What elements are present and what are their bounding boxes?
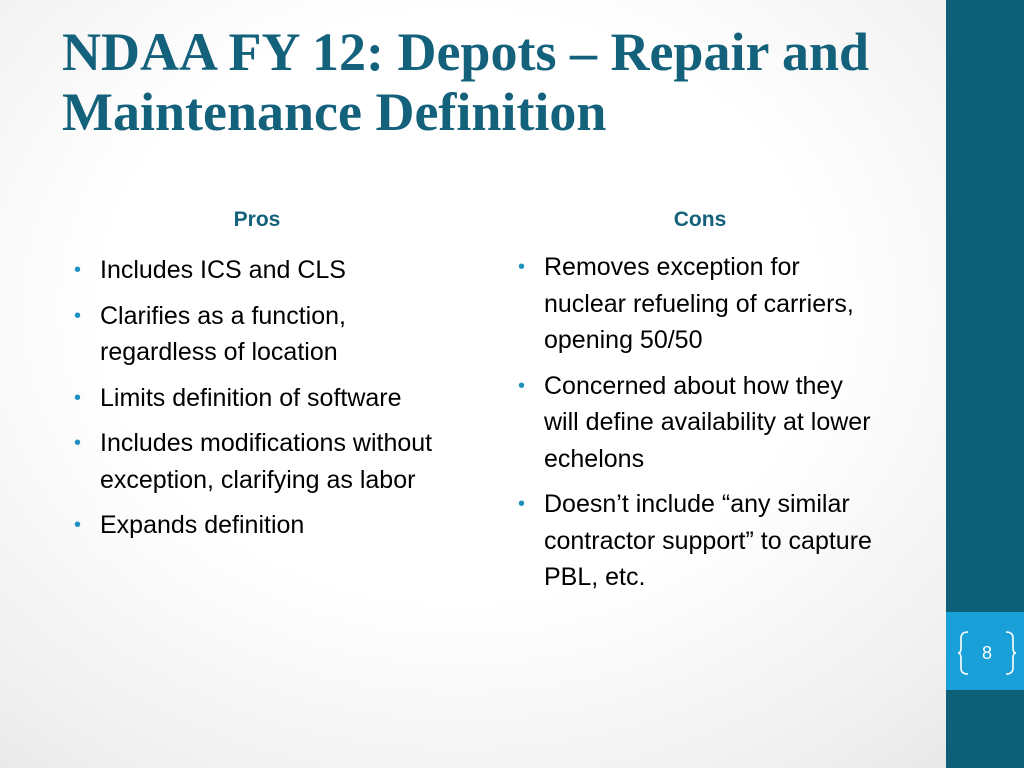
cons-list-item [518,368,878,478]
bullet-icon: • [518,493,526,515]
cons-list [518,249,878,605]
pros-list-item [74,425,434,498]
pros-heading: Pros [233,208,281,231]
bullet-icon: • [74,514,82,536]
pros-list-item [74,507,434,544]
pros-item-text: Includes modifications without exception, clarifying as labor [100,429,433,494]
pros-list-item [74,380,434,417]
pros-item-text: Clarifies as a function, regardless of location [100,301,346,366]
cons-item-text: Removes exception for nuclear refueling of carriers, opening 50/50 [544,253,854,354]
pros-item-text: Expands definition [100,511,305,539]
cons-list-item [518,486,878,596]
bullet-icon: • [74,304,82,327]
slide-title: NDAA FY 12: Depots – Repair and Maintenance Definition [62,22,870,142]
cons-item-text: Concerned about how they will define availability at lower echelons [544,371,871,473]
page-number-frame [958,630,1016,676]
pros-list-item [74,252,434,289]
bullet-icon: • [74,386,82,409]
bullet-icon: • [518,256,526,278]
page-number: 8 [981,642,992,663]
pros-list [74,252,434,553]
cons-heading: Cons [673,208,727,231]
bullet-icon: • [74,432,82,454]
pros-list-item [74,298,434,371]
pros-item-text: Limits definition of software [100,383,402,412]
cons-list-item [518,249,878,359]
bullet-icon: • [74,259,82,281]
bullet-icon: • [518,374,526,397]
cons-item-text: Doesn’t include “any similar contractor support” to capture PBL, etc. [544,490,872,591]
pros-item-text: Includes ICS and CLS [100,256,346,284]
